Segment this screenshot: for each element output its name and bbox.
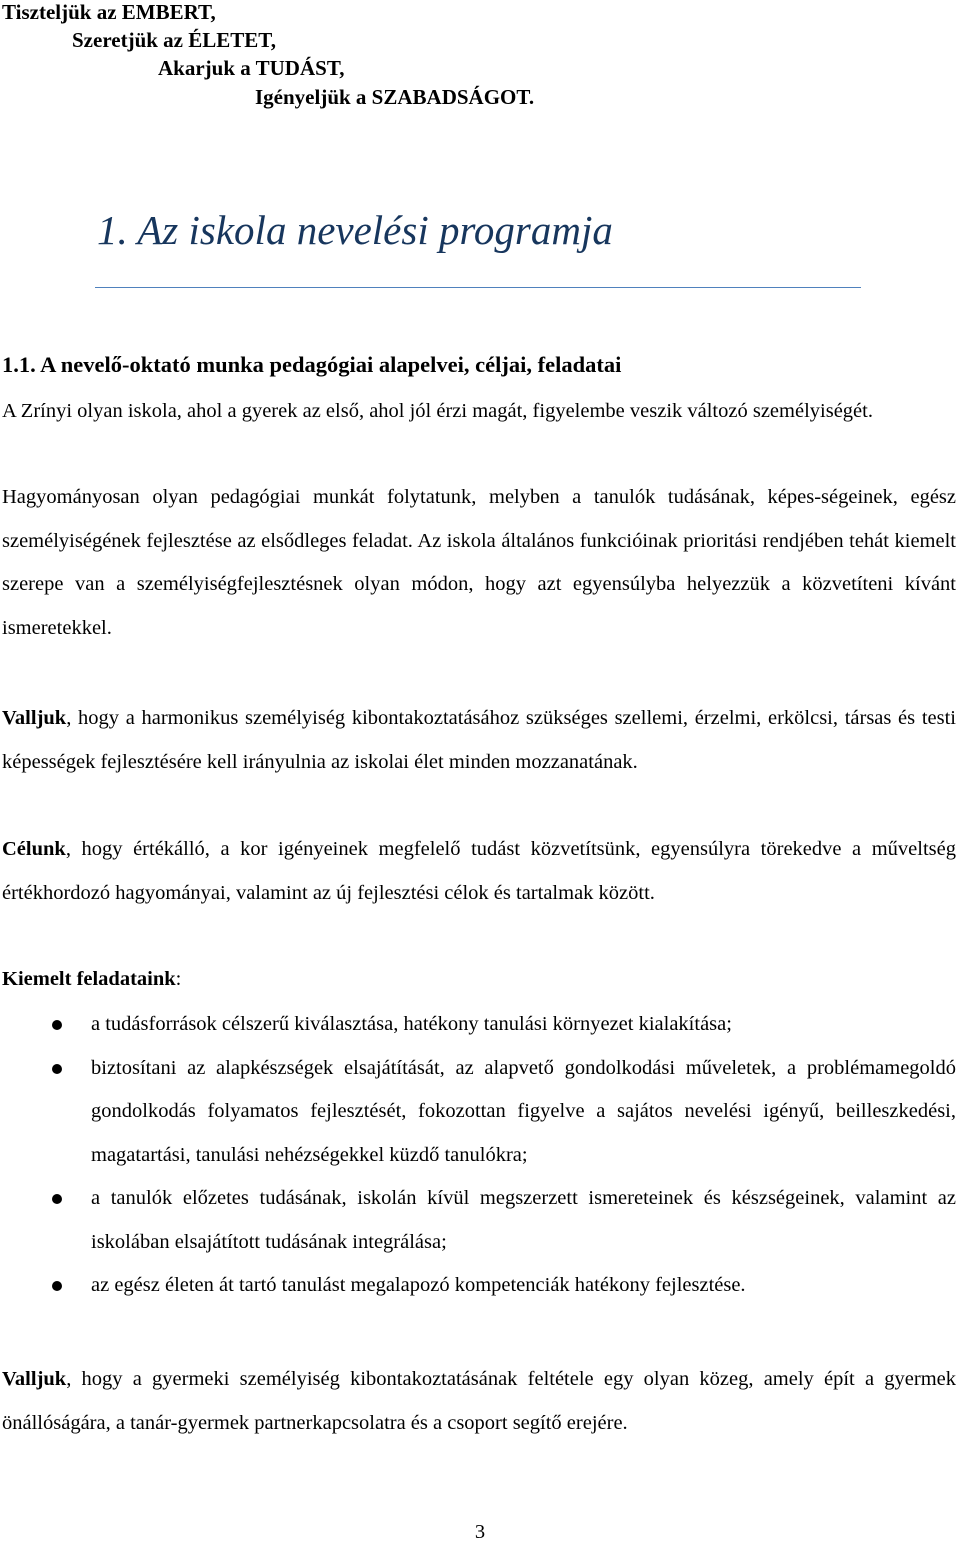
bullet-icon <box>52 1194 62 1204</box>
bullet-icon <box>52 1064 62 1074</box>
tasks-heading-colon: : <box>175 968 182 990</box>
chapter-title: 1. Az iskola nevelési programja <box>97 207 613 253</box>
community-lead-word: Valljuk <box>2 1368 67 1390</box>
task-text: az egész életen át tartó tanulást megalapozó kompetenciák hatékony fejlesztése. <box>91 1274 746 1296</box>
list-item <box>0 1047 956 1178</box>
page-number: 3 <box>474 1521 486 1543</box>
tasks-heading <box>2 958 956 1002</box>
tradition-paragraph: Hagyományosan olyan pedagógiai munkát folytatunk, melyben a tanulók tudásának, képes-ségeinek, egész személyiségének fejlesztése az elsődleges feladat. Az iskola általános funkcióinak prioritási rendjében tehát kiemelt szerepe van a személyiségfejlesztésnek olyan módon, hogy azt egyensúlyba helyezzük a közvetíteni kívánt ismeretekkel. <box>2 486 956 639</box>
community-text: , hogy a gyermeki személyiség kibontakoztatásának feltétele egy olyan közeg, amely épít a gyermek önállóságára, a tanár-gyermek partnerkapcsolatra és a csoport segítő erejére. <box>2 1368 956 1434</box>
section-title: 1.1. A nevelő-oktató munka pedagógiai alapelvei, céljai, feladatai <box>2 352 622 377</box>
goal-paragraph <box>2 828 956 915</box>
motto-line-4: Igényeljük a SZABADSÁGOT. <box>255 85 535 109</box>
community-paragraph <box>2 1358 956 1445</box>
motto-line-3: Akarjuk a TUDÁST, <box>158 56 345 80</box>
intro-paragraph: A Zrínyi olyan iskola, ahol a gyerek az első, ahol jól érzi magát, figyelembe veszik változó személyiségét. <box>2 400 873 422</box>
title-underline-rule <box>95 287 861 288</box>
goal-text: , hogy értékálló, a kor igényeinek megfelelő tudást közvetítsünk, egyensúlyra törekedve a műveltség értékhordozó hagyományai, valamint az új fejlesztési célok és tartalmak között. <box>2 838 956 904</box>
task-text: a tudásforrások célszerű kiválasztása, hatékony tanulási környezet kialakítása; <box>91 1013 732 1035</box>
values-text: , hogy a harmonikus személyiség kibontakoztatásához szükséges szellemi, érzelmi, erkölcsi, társas és testi képességek fejlesztésére kell irányulnia az iskolai élet minden mozzanatának. <box>2 707 956 773</box>
values-lead-word: Valljuk <box>2 707 67 729</box>
motto-line-1: Tiszteljük az EMBERT, <box>2 0 216 24</box>
task-list <box>0 1003 956 1308</box>
bullet-icon <box>52 1281 62 1291</box>
tasks-heading-label: Kiemelt feladataink <box>2 968 176 990</box>
list-item <box>0 1003 956 1047</box>
bullet-icon <box>52 1020 62 1030</box>
goal-lead-word: Célunk <box>2 838 66 860</box>
values-paragraph <box>2 697 956 784</box>
task-text: biztosítani az alapkészségek elsajátítását, az alapvető gondolkodási műveletek, a problémamegoldó gondolkodás folyamatos fejlesztését, fokozottan figyelve a sajátos nevelési igényű, beilleszkedési, magatartási, tanulási nehézségekkel küzdő tanulókra; <box>91 1056 956 1166</box>
motto-line-2: Szeretjük az ÉLETET, <box>72 28 276 52</box>
list-item <box>0 1177 956 1264</box>
task-text: a tanulók előzetes tudásának, iskolán kívül megszerzett ismereteinek és készségeinek, valamint az iskolában elsajátított tudásának integrálása; <box>91 1187 956 1253</box>
list-item <box>0 1264 956 1308</box>
